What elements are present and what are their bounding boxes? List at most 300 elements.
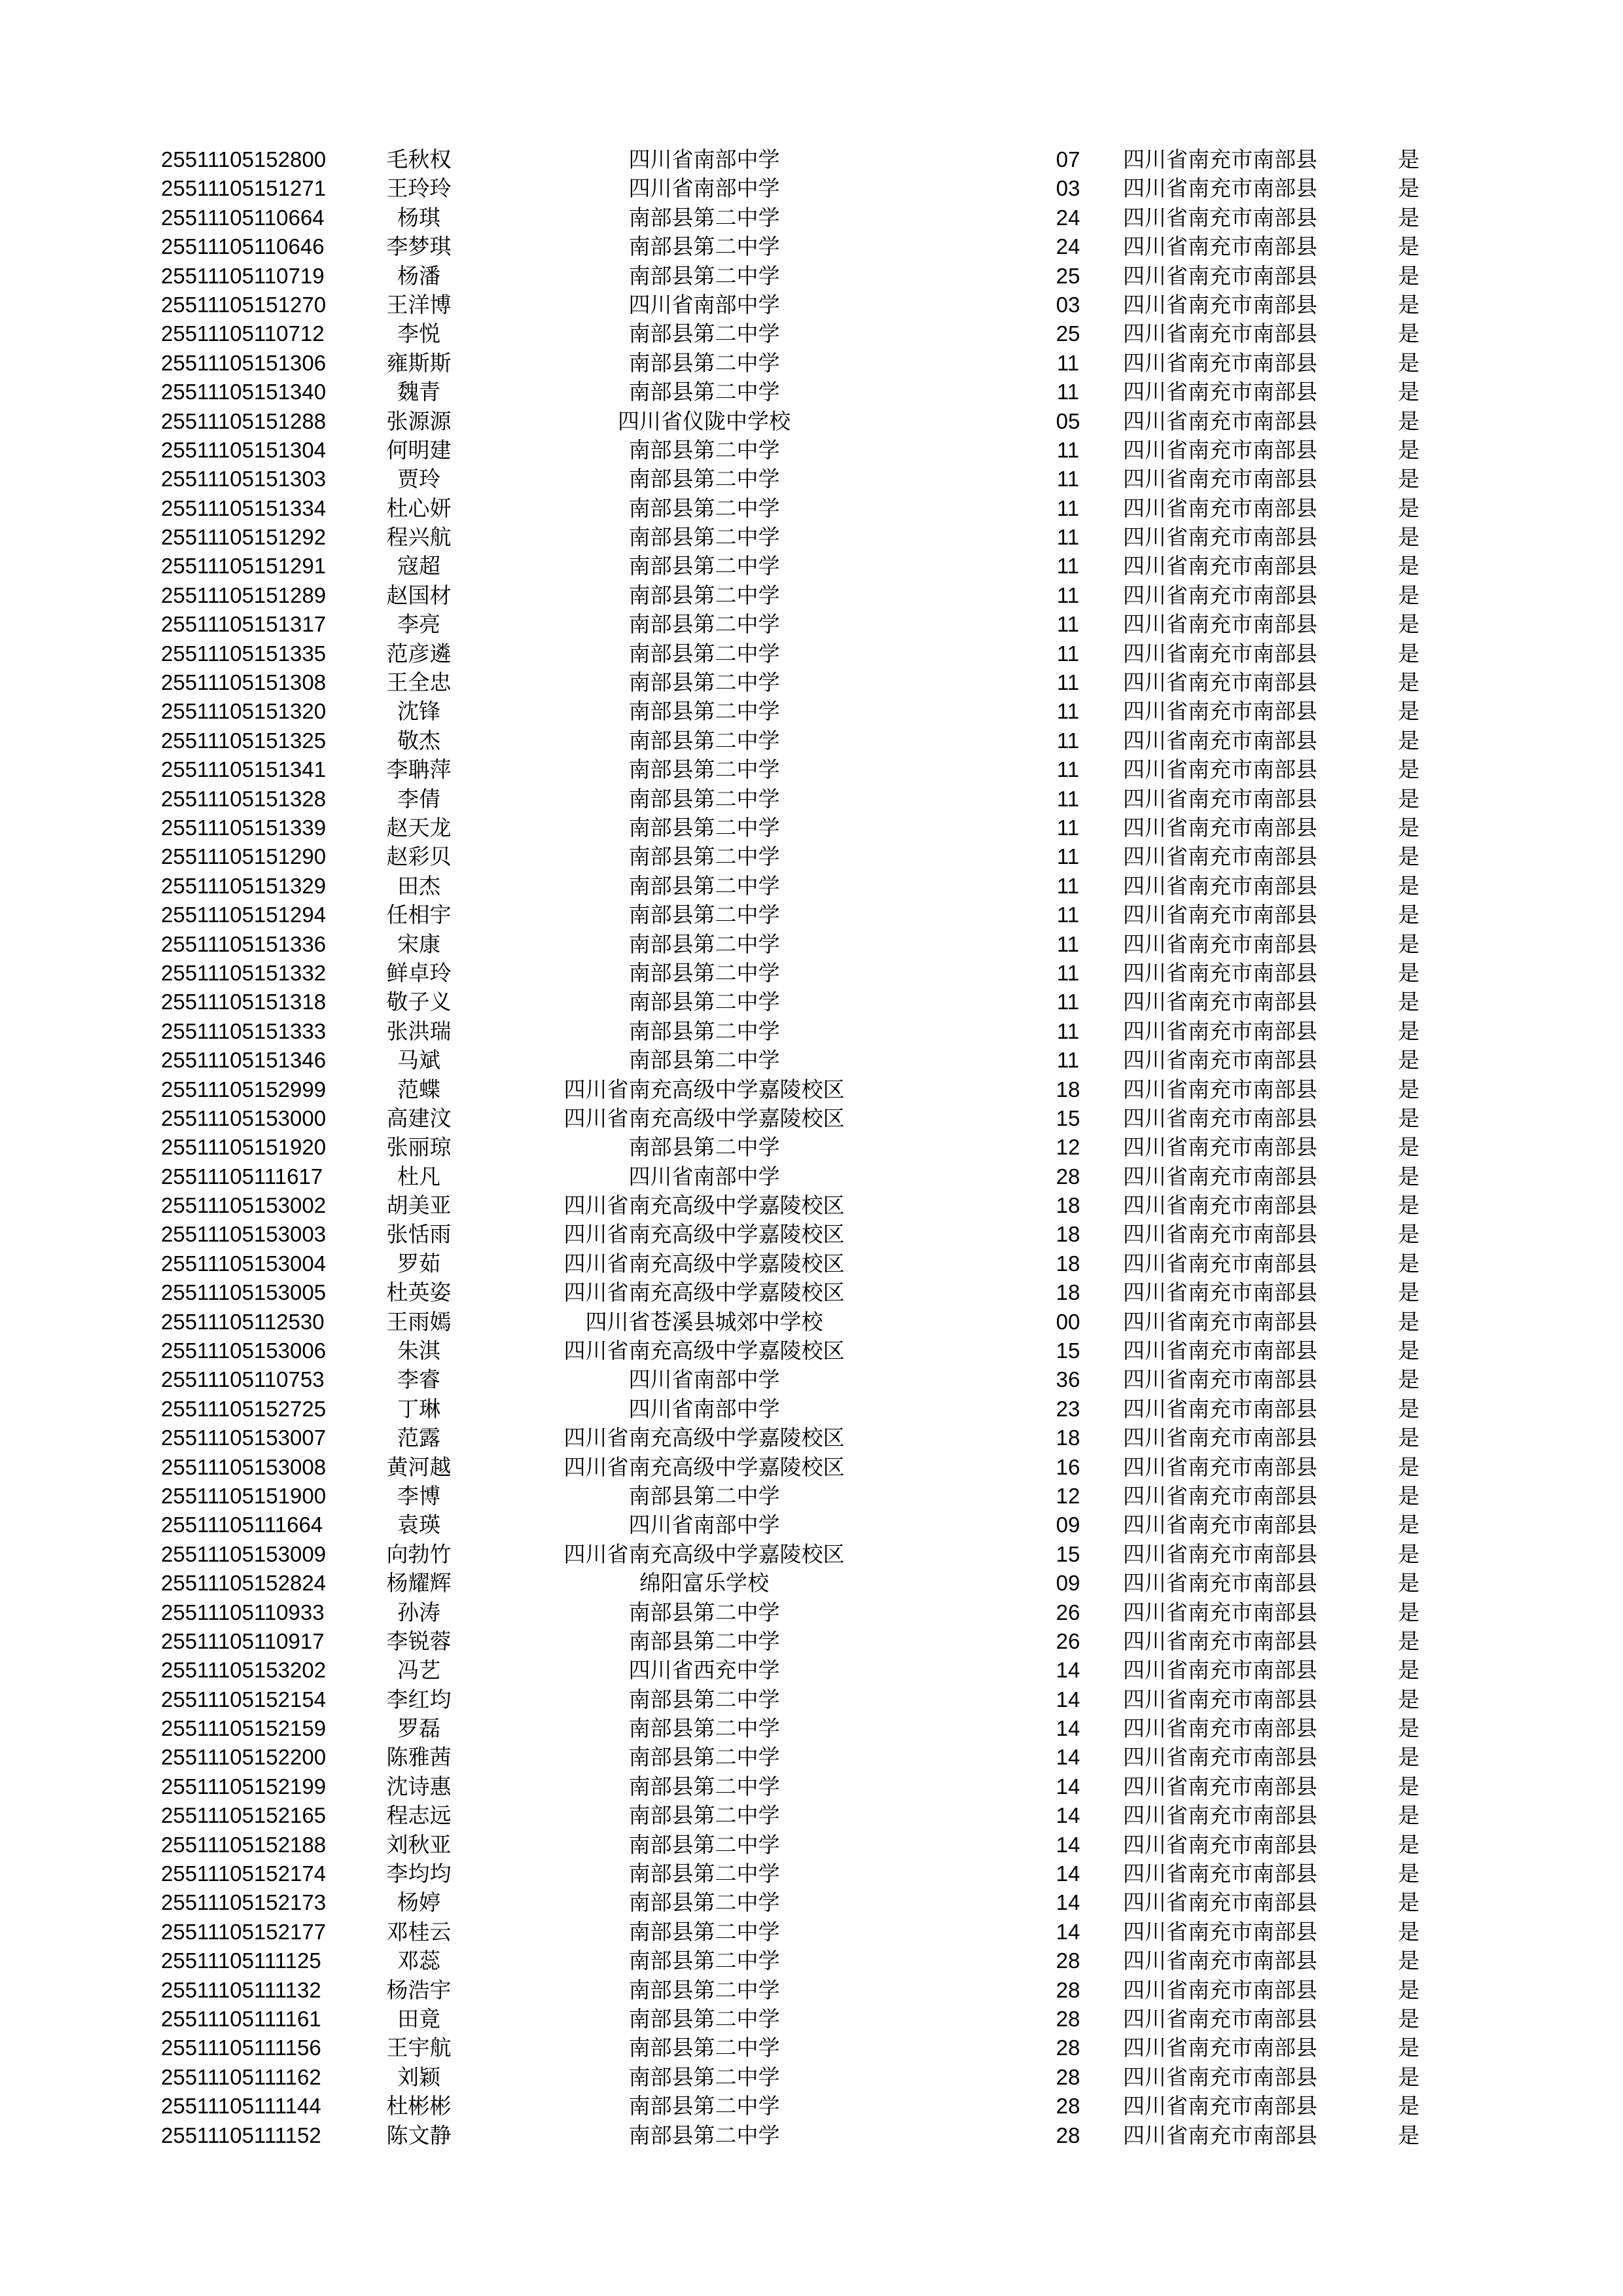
status-flag: 是: [1398, 1076, 1419, 1102]
status-flag: 是: [1398, 1744, 1419, 1770]
class-number: 24: [1056, 234, 1080, 259]
student-name: 赵天龙: [386, 814, 452, 840]
status-flag: 是: [1398, 175, 1419, 202]
region: 四川省南充市南部县: [1123, 1105, 1317, 1131]
student-id: 25511105153008: [161, 1454, 327, 1479]
school-name: 四川省南部中学: [628, 291, 780, 317]
student-id: 25511105152999: [161, 1077, 327, 1102]
school-name: 南部县第二中学: [628, 844, 780, 870]
school-name: 南部县第二中学: [628, 1018, 780, 1044]
student-id: 25511105151291: [161, 554, 327, 579]
school-name: 南部县第二中学: [628, 582, 780, 608]
student-name: 王洋博: [386, 291, 452, 317]
status-flag: 是: [1398, 379, 1419, 405]
school-name: 南部县第二中学: [628, 321, 780, 347]
region: 四川省南充市南部县: [1123, 234, 1317, 260]
status-flag: 是: [1398, 611, 1419, 637]
class-number: 11: [1056, 554, 1080, 579]
student-name: 罗磊: [397, 1715, 440, 1742]
table-row: [161, 349, 1437, 378]
table-row: [161, 407, 1437, 436]
school-name: 四川省南充高级中学嘉陵校区: [563, 1280, 845, 1306]
status-flag: 是: [1398, 1250, 1419, 1276]
student-name: 敬子义: [386, 989, 452, 1015]
student-id: 25511105111664: [161, 1513, 323, 1537]
school-name: 南部县第二中学: [628, 437, 780, 463]
school-name: 四川省南部中学: [628, 175, 780, 202]
student-name: 何明建: [386, 437, 452, 463]
class-number: 18: [1056, 1222, 1080, 1247]
student-id: 25511105151900: [161, 1483, 327, 1508]
region: 四川省南充市南部县: [1123, 844, 1317, 870]
table-row: [161, 1540, 1437, 1569]
student-id: 25511105152188: [161, 1832, 327, 1857]
class-number: 03: [1056, 292, 1080, 317]
school-name: 南部县第二中学: [628, 727, 780, 753]
class-number: 14: [1056, 1745, 1080, 1770]
class-number: 28: [1056, 2036, 1080, 2060]
status-flag: 是: [1398, 757, 1419, 783]
status-flag: 是: [1398, 1105, 1419, 1131]
table-row: [161, 2121, 1437, 2150]
status-flag: 是: [1398, 844, 1419, 870]
student-name: 雍斯斯: [386, 350, 452, 376]
student-name: 杨耀辉: [386, 1570, 452, 1596]
school-name: 南部县第二中学: [628, 379, 780, 405]
status-flag: 是: [1398, 1861, 1419, 1887]
status-flag: 是: [1398, 727, 1419, 753]
student-id: 25511105152173: [161, 1890, 327, 1915]
region: 四川省南充市南部县: [1123, 1018, 1317, 1044]
table-row: [161, 1453, 1437, 1482]
region: 四川省南充市南部县: [1123, 757, 1317, 783]
region: 四川省南充市南部县: [1123, 1221, 1317, 1247]
region: 四川省南充市南部县: [1123, 1744, 1317, 1770]
region: 四川省南充市南部县: [1123, 1454, 1317, 1480]
student-id: 25511105151334: [161, 495, 327, 520]
status-flag: 是: [1398, 437, 1419, 463]
student-name: 田杰: [397, 872, 440, 899]
region: 四川省南充市南部县: [1123, 1541, 1317, 1567]
student-name: 李亮: [397, 611, 440, 637]
region: 四川省南充市南部县: [1123, 931, 1317, 957]
student-id: 25511105111125: [161, 1948, 321, 1973]
table-row: [161, 639, 1437, 668]
class-number: 11: [1056, 641, 1080, 666]
student-id: 25511105153003: [161, 1222, 327, 1247]
student-name: 张源源: [386, 408, 452, 434]
region: 四川省南充市南部县: [1123, 1918, 1317, 1945]
student-id: 25511105151304: [161, 437, 327, 462]
school-name: 南部县第二中学: [628, 1977, 780, 2003]
status-flag: 是: [1398, 670, 1419, 696]
school-name: 四川省南充高级中学嘉陵校区: [563, 1454, 845, 1480]
table-row: [161, 1569, 1437, 1598]
student-id: 25511105151339: [161, 815, 327, 840]
class-number: 36: [1056, 1367, 1080, 1392]
school-name: 四川省南充高级中学嘉陵校区: [563, 1221, 845, 1247]
student-name: 范蝶: [397, 1076, 440, 1102]
school-name: 南部县第二中学: [628, 2006, 780, 2032]
school-name: 南部县第二中学: [628, 611, 780, 637]
table-row: [161, 1336, 1437, 1365]
table-row: [161, 232, 1437, 261]
status-flag: 是: [1398, 1628, 1419, 1654]
school-name: 南部县第二中学: [628, 931, 780, 957]
student-id: 25511105151288: [161, 408, 327, 433]
status-flag: 是: [1398, 1395, 1419, 1422]
student-id: 25511105152165: [161, 1803, 327, 1828]
student-id: 25511105151289: [161, 583, 327, 607]
region: 四川省南充市南部县: [1123, 727, 1317, 753]
school-name: 南部县第二中学: [628, 785, 780, 812]
table-row: [161, 959, 1437, 988]
class-number: 15: [1056, 1541, 1080, 1566]
class-number: 07: [1056, 147, 1080, 171]
school-name: 南部县第二中学: [628, 2093, 780, 2119]
class-number: 25: [1056, 321, 1080, 346]
student-name: 黄河越: [386, 1454, 452, 1480]
student-id: 25511105151308: [161, 670, 327, 695]
school-name: 四川省苍溪县城郊中学校: [585, 1308, 823, 1335]
region: 四川省南充市南部县: [1123, 582, 1317, 608]
status-flag: 是: [1398, 2093, 1419, 2119]
status-flag: 是: [1398, 350, 1419, 376]
student-id: 25511105151333: [161, 1018, 327, 1043]
table-row: [161, 1946, 1437, 1975]
region: 四川省南充市南部县: [1123, 2064, 1317, 2090]
table-row: [161, 2092, 1437, 2121]
student-name: 李均均: [386, 1861, 452, 1887]
student-name: 沈诗惠: [386, 1773, 452, 1799]
status-flag: 是: [1398, 785, 1419, 812]
status-flag: 是: [1398, 524, 1419, 550]
region: 四川省南充市南部县: [1123, 379, 1317, 405]
status-flag: 是: [1398, 1454, 1419, 1480]
student-id: 25511105110712: [161, 321, 325, 346]
status-flag: 是: [1398, 2122, 1419, 2148]
class-number: 11: [1056, 815, 1080, 840]
status-flag: 是: [1398, 262, 1419, 289]
class-number: 23: [1056, 1396, 1080, 1421]
student-name: 王玲玲: [386, 175, 452, 202]
region: 四川省南充市南部县: [1123, 1134, 1317, 1160]
region: 四川省南充市南部县: [1123, 872, 1317, 899]
student-name: 王宇航: [386, 2035, 452, 2061]
table-row: [161, 1918, 1437, 1946]
region: 四川省南充市南部县: [1123, 902, 1317, 928]
table-row: [161, 378, 1437, 406]
student-id: 25511105110917: [161, 1628, 325, 1653]
class-number: 14: [1056, 1832, 1080, 1857]
region: 四川省南充市南部县: [1123, 524, 1317, 550]
class-number: 05: [1056, 408, 1080, 433]
school-name: 南部县第二中学: [628, 640, 780, 666]
school-name: 南部县第二中学: [628, 872, 780, 899]
class-number: 26: [1056, 1628, 1080, 1653]
status-flag: 是: [1398, 902, 1419, 928]
student-name: 李红均: [386, 1686, 452, 1712]
region: 四川省南充市南部县: [1123, 611, 1317, 637]
student-id: 25511105112530: [161, 1309, 325, 1334]
class-number: 14: [1056, 1861, 1080, 1886]
class-number: 14: [1056, 1803, 1080, 1828]
student-name: 袁瑛: [397, 1512, 440, 1538]
student-name: 田竟: [397, 2006, 440, 2032]
table-row: [161, 291, 1437, 319]
table-row: [161, 262, 1437, 291]
school-name: 南部县第二中学: [628, 524, 780, 550]
class-number: 14: [1056, 1774, 1080, 1799]
table-row: [161, 1627, 1437, 1656]
school-name: 南部县第二中学: [628, 234, 780, 260]
school-name: 南部县第二中学: [628, 1890, 780, 1916]
student-id: 25511105151317: [161, 612, 327, 637]
table-row: [161, 581, 1437, 610]
table-row: [161, 1801, 1437, 1830]
region: 四川省南充市南部县: [1123, 495, 1317, 521]
status-flag: 是: [1398, 582, 1419, 608]
status-flag: 是: [1398, 1482, 1419, 1509]
status-flag: 是: [1398, 640, 1419, 666]
class-number: 11: [1056, 525, 1080, 550]
student-name: 罗茹: [397, 1250, 440, 1276]
school-name: 南部县第二中学: [628, 1773, 780, 1799]
region: 四川省南充市南部县: [1123, 553, 1317, 579]
region: 四川省南充市南部县: [1123, 2093, 1317, 2119]
student-id: 25511105152159: [161, 1716, 327, 1741]
status-flag: 是: [1398, 1715, 1419, 1742]
school-name: 四川省南部中学: [628, 1512, 780, 1538]
table-row: [161, 494, 1437, 523]
region: 四川省南充市南部县: [1123, 1570, 1317, 1596]
student-id: 25511105111161: [161, 2007, 321, 2031]
class-number: 11: [1056, 903, 1080, 927]
class-number: 11: [1056, 699, 1080, 724]
student-id: 25511105152800: [161, 147, 327, 171]
school-name: 南部县第二中学: [628, 466, 780, 492]
class-number: 24: [1056, 205, 1080, 230]
student-id: 25511105153202: [161, 1658, 327, 1683]
student-name: 陈雅茜: [386, 1744, 452, 1770]
student-name: 杨潘: [397, 262, 440, 289]
school-name: 南部县第二中学: [628, 1482, 780, 1509]
student-name: 杜英姿: [386, 1280, 452, 1306]
region: 四川省南充市南部县: [1123, 466, 1317, 492]
region: 四川省南充市南部县: [1123, 1948, 1317, 1974]
class-number: 11: [1056, 757, 1080, 782]
student-id: 25511105153000: [161, 1105, 327, 1130]
table-row: [161, 697, 1437, 726]
class-number: 11: [1056, 583, 1080, 607]
student-id: 25511105151318: [161, 990, 327, 1014]
region: 四川省南充市南部县: [1123, 960, 1317, 986]
table-row: [161, 1743, 1437, 1772]
school-name: 南部县第二中学: [628, 1686, 780, 1712]
student-name: 赵国材: [386, 582, 452, 608]
class-number: 11: [1056, 467, 1080, 492]
class-number: 09: [1056, 1513, 1080, 1537]
table-row: [161, 1395, 1437, 1424]
student-name: 冯艺: [397, 1657, 440, 1683]
status-flag: 是: [1398, 2064, 1419, 2090]
status-flag: 是: [1398, 1134, 1419, 1160]
school-name: 南部县第二中学: [628, 989, 780, 1015]
region: 四川省南充市南部县: [1123, 1163, 1317, 1189]
student-name: 鲜卓玲: [386, 960, 452, 986]
student-id: 25511105151329: [161, 873, 327, 898]
status-flag: 是: [1398, 1977, 1419, 2003]
class-number: 28: [1056, 2123, 1080, 2147]
table-row: [161, 814, 1437, 842]
class-number: 11: [1056, 728, 1080, 753]
student-name: 胡美亚: [386, 1193, 452, 1219]
school-name: 南部县第二中学: [628, 814, 780, 840]
class-number: 15: [1056, 1338, 1080, 1363]
status-flag: 是: [1398, 321, 1419, 347]
school-name: 南部县第二中学: [628, 2035, 780, 2061]
status-flag: 是: [1398, 147, 1419, 172]
class-number: 12: [1056, 1135, 1080, 1160]
school-name: 南部县第二中学: [628, 1861, 780, 1887]
region: 四川省南充市南部县: [1123, 1047, 1317, 1073]
student-name: 敬杰: [397, 727, 440, 753]
region: 四川省南充市南部县: [1123, 1338, 1317, 1364]
student-id: 25511105110719: [161, 263, 325, 288]
school-name: 四川省南部中学: [628, 1367, 780, 1393]
table-row: [161, 901, 1437, 929]
table-row: [161, 1365, 1437, 1394]
school-name: 南部县第二中学: [628, 1948, 780, 1974]
region: 四川省南充市南部县: [1123, 698, 1317, 725]
region: 四川省南充市南部县: [1123, 1977, 1317, 2003]
region: 四川省南充市南部县: [1123, 147, 1317, 172]
status-flag: 是: [1398, 495, 1419, 521]
school-name: 南部县第二中学: [628, 698, 780, 725]
table-row: [161, 1772, 1437, 1801]
status-flag: 是: [1398, 1686, 1419, 1712]
class-number: 25: [1056, 263, 1080, 288]
student-name: 丁琳: [397, 1395, 440, 1422]
table-row: [161, 1104, 1437, 1133]
student-id: 25511105151328: [161, 786, 327, 811]
status-flag: 是: [1398, 1890, 1419, 1916]
school-name: 四川省南充高级中学嘉陵校区: [563, 1425, 845, 1451]
student-id: 25511105151303: [161, 467, 327, 492]
student-id: 25511105152177: [161, 1919, 327, 1944]
status-flag: 是: [1398, 1657, 1419, 1683]
student-name: 王雨嫣: [386, 1308, 452, 1335]
table-row: [161, 436, 1437, 465]
class-number: 18: [1056, 1426, 1080, 1450]
class-number: 11: [1056, 1018, 1080, 1043]
class-number: 28: [1056, 2007, 1080, 2031]
region: 四川省南充市南部县: [1123, 2035, 1317, 2061]
school-name: 南部县第二中学: [628, 1715, 780, 1742]
table-row: [161, 523, 1437, 552]
school-name: 南部县第二中学: [628, 1628, 780, 1654]
region: 四川省南充市南部县: [1123, 814, 1317, 840]
school-name: 南部县第二中学: [628, 902, 780, 928]
status-flag: 是: [1398, 1221, 1419, 1247]
region: 四川省南充市南部县: [1123, 1308, 1317, 1335]
student-id: 25511105152824: [161, 1571, 327, 1596]
school-name: 四川省南充高级中学嘉陵校区: [563, 1250, 845, 1276]
class-number: 11: [1056, 1048, 1080, 1073]
student-name: 杜彬彬: [386, 2093, 452, 2119]
school-name: 南部县第二中学: [628, 1744, 780, 1770]
status-flag: 是: [1398, 291, 1419, 317]
table-row: [161, 204, 1437, 232]
status-flag: 是: [1398, 698, 1419, 725]
status-flag: 是: [1398, 1280, 1419, 1306]
region: 四川省南充市南部县: [1123, 1628, 1317, 1654]
student-name: 李锐蓉: [386, 1628, 452, 1654]
class-number: 11: [1056, 873, 1080, 898]
student-id: 25511105153005: [161, 1280, 327, 1305]
region: 四川省南充市南部县: [1123, 670, 1317, 696]
status-flag: 是: [1398, 1367, 1419, 1393]
school-name: 四川省南充高级中学嘉陵校区: [563, 1105, 845, 1131]
student-name: 杨琪: [397, 204, 440, 230]
table-row: [161, 668, 1437, 697]
class-number: 11: [1056, 844, 1080, 869]
school-name: 南部县第二中学: [628, 553, 780, 579]
student-name: 李博: [397, 1482, 440, 1509]
class-number: 11: [1056, 960, 1080, 985]
status-flag: 是: [1398, 1803, 1419, 1829]
region: 四川省南充市南部县: [1123, 1861, 1317, 1887]
table-row: [161, 145, 1437, 174]
status-flag: 是: [1398, 1541, 1419, 1567]
region: 四川省南充市南部县: [1123, 350, 1317, 376]
student-id: 25511105153007: [161, 1426, 327, 1450]
table-row: [161, 872, 1437, 901]
student-name: 范彦遴: [386, 640, 452, 666]
student-id: 25511105151332: [161, 960, 327, 985]
student-name: 沈锋: [397, 698, 440, 725]
class-number: 18: [1056, 1193, 1080, 1218]
school-name: 南部县第二中学: [628, 495, 780, 521]
table-row: [161, 1278, 1437, 1307]
class-number: 14: [1056, 1687, 1080, 1712]
school-name: 四川省南充高级中学嘉陵校区: [563, 1076, 845, 1102]
student-id: 25511105152725: [161, 1396, 327, 1421]
region: 四川省南充市南部县: [1123, 1395, 1317, 1422]
class-number: 28: [1056, 1977, 1080, 2002]
school-name: 四川省仪陇中学校: [618, 408, 791, 434]
student-name: 刘秋亚: [386, 1831, 452, 1857]
table-row: [161, 755, 1437, 784]
school-name: 南部县第二中学: [628, 350, 780, 376]
table-row: [161, 1859, 1437, 1888]
status-flag: 是: [1398, 1599, 1419, 1625]
status-flag: 是: [1398, 1163, 1419, 1189]
status-flag: 是: [1398, 1512, 1419, 1538]
region: 四川省南充市南部县: [1123, 291, 1317, 317]
region: 四川省南充市南部县: [1123, 1890, 1317, 1916]
table-row: [161, 930, 1437, 959]
student-id: 25511105151320: [161, 699, 327, 724]
class-number: 11: [1056, 495, 1080, 520]
status-flag: 是: [1398, 1018, 1419, 1044]
table-row: [161, 988, 1437, 1016]
table-row: [161, 1191, 1437, 1220]
status-flag: 是: [1398, 204, 1419, 230]
class-number: 11: [1056, 612, 1080, 637]
school-name: 四川省南充高级中学嘉陵校区: [563, 1338, 845, 1364]
table-row: [161, 1308, 1437, 1336]
